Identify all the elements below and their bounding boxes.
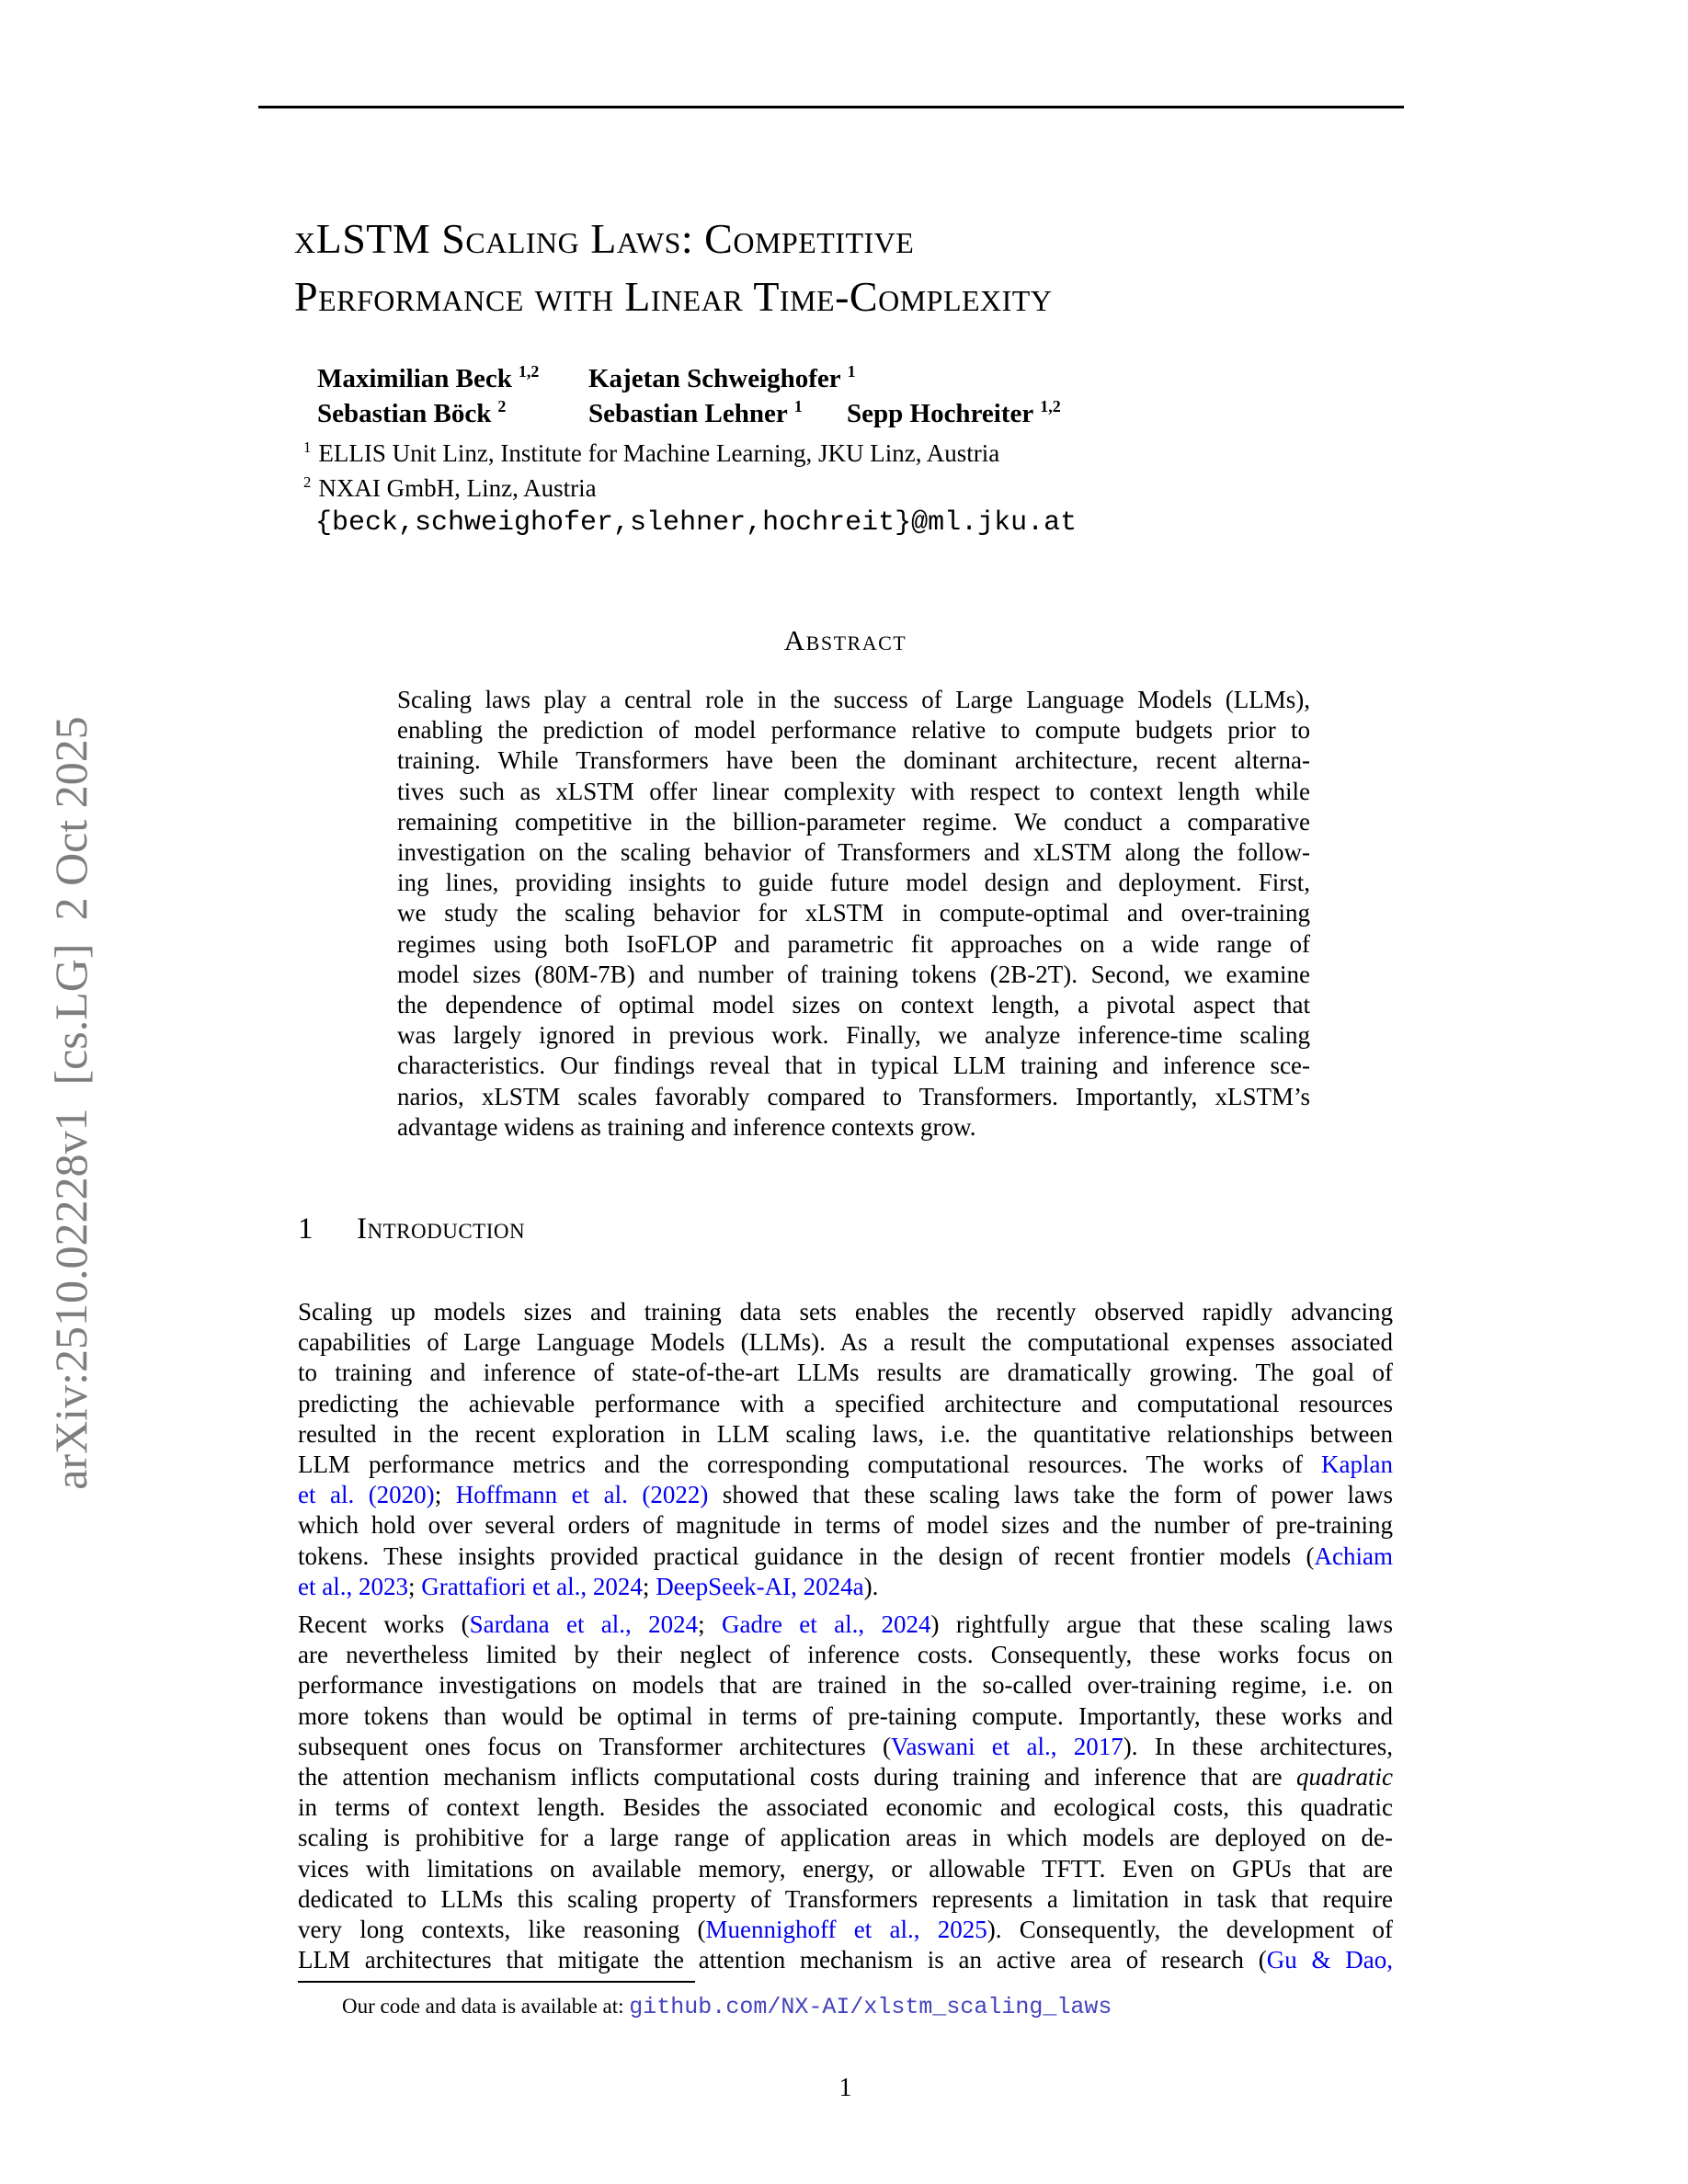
text-segment: resulted in the recent exploration in LLM scaling laws, i.e. the quantitative relationships between	[298, 1419, 1393, 1448]
text-line	[298, 1792, 1393, 1823]
text-segment: remaining competitive in the billion-parameter regime. We conduct a comparative	[397, 807, 1310, 836]
text-line	[397, 837, 1310, 868]
footnote	[298, 1993, 1393, 2021]
text-segment: dedicated to LLMs this scaling property of Transformers represents a limitation in task that require	[298, 1884, 1393, 1913]
affiliation	[303, 471, 1407, 506]
text-line	[298, 1327, 1393, 1358]
citation-link[interactable]: Muennighoff et al., 2025	[705, 1916, 987, 1944]
text-segment: was largely ignored in previous work. Finally, we analyze inference-time scaling	[397, 1021, 1310, 1050]
text-segment: ing lines, providing insights to guide future model design and deployment. First,	[397, 869, 1310, 897]
citation-link[interactable]: Kaplan	[1321, 1450, 1393, 1479]
paper-title	[294, 210, 1407, 325]
text-line	[397, 868, 1310, 898]
author	[847, 399, 1061, 429]
text-segment: showed that these scaling laws take the form of power laws	[708, 1481, 1393, 1509]
author	[317, 399, 588, 429]
text-line	[298, 1823, 1393, 1853]
author-row	[317, 399, 1329, 434]
text-segment: scaling is prohibitive for a large range of application areas in which models are deployed on de-	[298, 1824, 1393, 1852]
text-segment: Scaling up models sizes and training data sets enables the recently observed rapidly advancing	[298, 1298, 1393, 1325]
affiliation-text: NXAI GmbH, Linz, Austria	[318, 474, 597, 502]
text-segment: tives such as xLSTM offer linear complexity with respect to context length while	[397, 777, 1310, 805]
text-line	[298, 1884, 1393, 1915]
citation-link[interactable]: DeepSeek-AI, 2024a	[656, 1572, 864, 1600]
text-segment: LLM performance metrics and the corresponding computational resources. The works of	[298, 1450, 1322, 1479]
affiliation	[303, 436, 1407, 471]
citation-link[interactable]: Gadre et al., 2024	[722, 1610, 931, 1638]
text-line	[298, 1945, 1393, 1975]
text-segment: we study the scaling behavior for xLSTM in compute-optimal and over-training	[397, 899, 1310, 927]
text-line	[298, 1297, 1393, 1327]
text-segment: capabilities of Large Language Models (LLMs). As a result the computational expenses associated	[298, 1328, 1393, 1357]
text-line	[397, 685, 1310, 715]
text-segment: ). Consequently, the development of	[987, 1916, 1393, 1944]
text-line	[397, 960, 1310, 990]
text-line	[298, 1854, 1393, 1884]
author	[317, 364, 588, 394]
author-name: Maximilian Beck	[317, 364, 512, 393]
text-segment: to training and inference of state-of-the-art LLMs results are dramatically growing. The goal of	[298, 1359, 1393, 1387]
citation-link[interactable]: et al. (2020)	[298, 1481, 435, 1509]
text-segment: predicting the achievable performance with a specified architecture and computational resources	[298, 1389, 1393, 1417]
arxiv-watermark[interactable]: arXiv:2510.02228v1 [cs.LG] 2 Oct 2025	[45, 716, 97, 1490]
author-row	[317, 364, 1329, 399]
header-rule	[258, 106, 1404, 108]
text-segment: ). In these architectures,	[1123, 1732, 1393, 1760]
text-line	[298, 1670, 1393, 1701]
text-line	[298, 1541, 1393, 1572]
text-segment: more tokens than would be optimal in terms of pre-taining compute. Importantly, these works and	[298, 1701, 1393, 1730]
text-segment: advantage widens as training and inference contexts grow.	[397, 1112, 976, 1141]
text-segment: Recent works (	[298, 1610, 470, 1638]
text-segment: are nevertheless limited by their neglect of inference costs. Consequently, these works focus on	[298, 1641, 1393, 1669]
author	[588, 364, 856, 394]
text-segment: in terms of context length. Besides the associated economic and ecological costs, this quadratic	[298, 1793, 1393, 1822]
citation-link[interactable]: et al., 2023	[298, 1572, 408, 1600]
text-segment: which hold over several orders of magnitude in terms of model sizes and the number of pre-training	[298, 1511, 1393, 1540]
author-name: Sebastian Lehner	[588, 399, 788, 428]
author-affiliation-marker: 1,2	[1040, 397, 1061, 416]
author-name: Kajetan Schweighofer	[588, 364, 841, 393]
text-line	[397, 777, 1310, 807]
citation-link[interactable]: Gu & Dao,	[1266, 1946, 1394, 1974]
text-segment: performance investigations on models that are trained in the so-called over-training regime, i.e. on	[298, 1671, 1393, 1700]
author-affiliation-marker: 2	[497, 397, 507, 416]
section-number: 1	[298, 1212, 314, 1246]
text-segment: ;	[642, 1572, 656, 1600]
affiliation-marker: 2	[303, 473, 312, 491]
intro-paragraph-2	[298, 1610, 1393, 1975]
text-segment: ).	[863, 1572, 879, 1600]
citation-link[interactable]: Hoffmann et al. (2022)	[455, 1481, 709, 1509]
text-line	[397, 990, 1310, 1020]
text-line	[298, 1358, 1393, 1388]
author-block	[317, 364, 1329, 434]
abstract-text	[397, 685, 1310, 1143]
text-line	[298, 1915, 1393, 1945]
text-line	[397, 1082, 1310, 1112]
text-segment: regimes using both IsoFLOP and parametric fit approaches on a wide range of	[397, 929, 1310, 958]
text-line	[298, 1419, 1393, 1450]
text-segment: characteristics. Our findings reveal that in typical LLM training and inference sce-	[397, 1052, 1310, 1080]
text-line	[397, 745, 1310, 776]
text-segment: enabling the prediction of model performance relative to compute budgets prior to	[397, 716, 1310, 745]
text-line	[397, 898, 1310, 928]
text-line	[298, 1640, 1393, 1670]
text-segment: Scaling laws play a central role in the success of Large Language Models (LLMs),	[397, 686, 1310, 713]
author	[588, 399, 847, 429]
author-emails: {beck,schweighofer,slehner,hochreit}@ml.jku.at	[315, 507, 1078, 539]
text-segment: subsequent ones focus on Transformer architectures (	[298, 1732, 892, 1760]
text-segment: narios, xLSTM scales favorably compared to Transformers. Importantly, xLSTM’s	[397, 1082, 1310, 1110]
text-line	[298, 1450, 1393, 1480]
text-segment: vices with limitations on available memory, energy, or allowable TFTT. Even on GPUs that are	[298, 1854, 1393, 1883]
paper-title-line1: xLSTM Scaling Laws: Competitive	[294, 215, 915, 262]
citation-link[interactable]: Achiam	[1314, 1541, 1393, 1570]
text-segment: ;	[434, 1481, 456, 1509]
text-segment: very long contexts, like reasoning (	[298, 1916, 706, 1944]
footnote-rule	[298, 1981, 695, 1983]
citation-link[interactable]: Sardana et al., 2024	[469, 1610, 699, 1638]
text-segment: LLM architectures that mitigate the attention mechanism is an active area of research (	[298, 1946, 1267, 1974]
text-line	[298, 1762, 1393, 1792]
text-line	[397, 807, 1310, 837]
text-line	[298, 1732, 1393, 1762]
text-segment: investigation on the scaling behavior of Transformers and xLSTM along the follow-	[397, 838, 1310, 867]
text-segment: tokens. These insights provided practical guidance in the design of recent frontier models (	[298, 1541, 1315, 1570]
affiliation-marker: 1	[303, 438, 312, 456]
text-segment: the dependence of optimal model sizes on context length, a pivotal aspect that	[397, 991, 1310, 1019]
text-line	[298, 1480, 1393, 1510]
author-name: Sebastian Böck	[317, 399, 492, 428]
citation-link[interactable]: Grattafiori et al., 2024	[421, 1572, 643, 1600]
text-segment: ;	[698, 1610, 722, 1638]
section-heading	[298, 1212, 1393, 1246]
text-line	[298, 1510, 1393, 1541]
text-line	[397, 1112, 1310, 1143]
text-segment: training. While Transformers have been the dominant architecture, recent alterna-	[397, 746, 1310, 775]
footnote-code-link[interactable]: github.com/NX-AI/xlstm_scaling_laws	[629, 1994, 1112, 2020]
intro-paragraph-1	[298, 1297, 1393, 1602]
author-affiliation-marker: 1	[847, 362, 856, 381]
author-affiliation-marker: 1,2	[518, 362, 540, 381]
citation-link[interactable]: Vaswani et al., 2017	[891, 1732, 1123, 1760]
text-line	[298, 1701, 1393, 1732]
text-segment: ;	[407, 1572, 422, 1600]
paper-title-line2: Performance with Linear Time-Complexity	[294, 273, 1053, 320]
author-name: Sepp Hochreiter	[847, 399, 1034, 428]
text-line	[298, 1389, 1393, 1419]
text-line	[397, 715, 1310, 745]
page-number: 1	[838, 2074, 852, 2102]
text-segment: the attention mechanism inflicts computational costs during training and inference that are	[298, 1763, 1296, 1792]
text-segment: ) rightfully argue that these scaling laws	[930, 1610, 1393, 1638]
affiliation-block	[303, 436, 1407, 506]
emphasis-text: quadratic	[1296, 1763, 1393, 1792]
text-segment: model sizes (80M-7B) and number of training tokens (2B-2T). Second, we examine	[397, 960, 1310, 988]
abstract-heading: Abstract	[783, 624, 907, 656]
text-line	[397, 1051, 1310, 1081]
text-line	[298, 1572, 1393, 1602]
text-line	[397, 929, 1310, 960]
author-affiliation-marker: 1	[793, 397, 803, 416]
section-title: Introduction	[357, 1212, 526, 1246]
text-line	[298, 1610, 1393, 1640]
footnote-text: Our code and data is available at:	[342, 1995, 630, 2018]
affiliation-text: ELLIS Unit Linz, Institute for Machine Learning, JKU Linz, Austria	[318, 439, 1000, 467]
text-line	[397, 1020, 1310, 1051]
